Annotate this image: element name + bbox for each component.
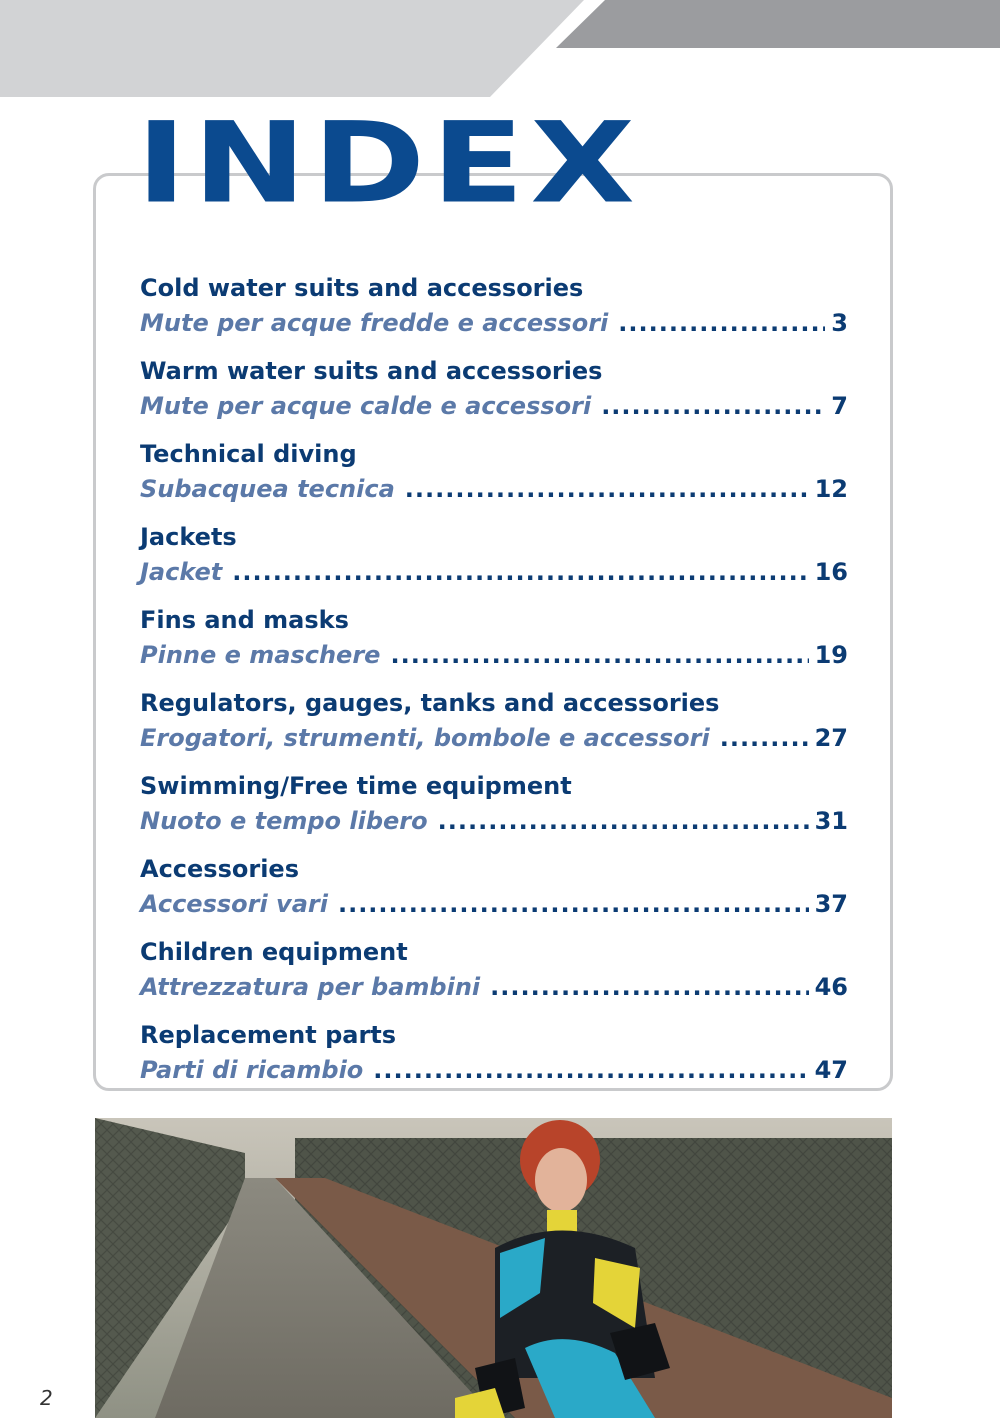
dot-leader xyxy=(618,306,825,340)
toc-entry-page: 47 xyxy=(814,1056,848,1084)
toc-entry-page: 46 xyxy=(814,973,848,1001)
page-number: 2 xyxy=(40,1386,53,1410)
dot-leader xyxy=(373,1053,808,1087)
toc-entry-title-it: Pinne e maschere xyxy=(140,641,381,669)
toc-entry-row xyxy=(140,555,848,589)
toc-entry-page: 27 xyxy=(814,724,848,752)
toc-entry[interactable] xyxy=(140,519,848,602)
toc-entry-row xyxy=(140,887,848,921)
header-band-dark xyxy=(556,0,1000,48)
toc-entry-page: 37 xyxy=(814,890,848,918)
toc-entry-row xyxy=(140,472,848,506)
toc-entry[interactable] xyxy=(140,602,848,685)
dot-leader xyxy=(490,970,808,1004)
toc-entry-row xyxy=(140,638,848,672)
dot-leader xyxy=(601,389,825,423)
toc-entry-page: 31 xyxy=(814,807,848,835)
dot-leader xyxy=(232,555,808,589)
toc-entry-title-en: Replacement parts xyxy=(140,1021,397,1049)
toc-entry-title-en: Swimming/Free time equipment xyxy=(140,772,572,800)
toc-entry-row xyxy=(140,389,848,423)
photo-illustration xyxy=(95,1118,892,1418)
toc-entry[interactable] xyxy=(140,851,848,934)
toc-entry[interactable] xyxy=(140,436,848,519)
toc-entry-title-it: Parti di ricambio xyxy=(140,1056,364,1084)
photo-diver-face xyxy=(535,1148,587,1212)
toc-entry-title-it: Jacket xyxy=(140,558,223,586)
dot-leader xyxy=(390,638,808,672)
toc-entry-title-it: Erogatori, strumenti, bombole e accessori xyxy=(140,724,710,752)
header-band xyxy=(0,0,1000,100)
toc-entry-title-en: Children equipment xyxy=(140,938,408,966)
toc-entry-title-en: Jackets xyxy=(140,523,237,551)
table-of-contents xyxy=(140,270,848,1100)
photo-diver-collar xyxy=(547,1210,577,1232)
toc-entry-title-en: Regulators, gauges, tanks and accessories xyxy=(140,689,720,717)
toc-entry-row xyxy=(140,306,848,340)
toc-entry-title-en: Cold water suits and accessories xyxy=(140,274,584,302)
toc-entry-page: 7 xyxy=(831,392,848,420)
page-title: INDEX xyxy=(136,98,642,229)
toc-entry-page: 16 xyxy=(814,558,848,586)
toc-entry-title-it: Accessori vari xyxy=(140,890,328,918)
toc-entry[interactable] xyxy=(140,934,848,1017)
toc-entry-title-en: Accessories xyxy=(140,855,299,883)
diver-on-bridge-photo xyxy=(95,1118,892,1418)
dot-leader xyxy=(438,804,809,838)
toc-entry[interactable] xyxy=(140,353,848,436)
toc-entry-title-it: Attrezzatura per bambini xyxy=(140,973,481,1001)
toc-entry-title-it: Mute per acque fredde e accessori xyxy=(140,309,609,337)
dot-leader xyxy=(338,887,809,921)
toc-entry-row xyxy=(140,721,848,755)
toc-entry-title-en: Fins and masks xyxy=(140,606,349,634)
toc-entry-title-en: Technical diving xyxy=(140,440,357,468)
dot-leader xyxy=(405,472,809,506)
toc-entry[interactable] xyxy=(140,768,848,851)
toc-entry-title-it: Nuoto e tempo libero xyxy=(140,807,428,835)
toc-entry-row xyxy=(140,970,848,1004)
toc-entry[interactable] xyxy=(140,1017,848,1100)
toc-entry-row xyxy=(140,1053,848,1087)
toc-entry[interactable] xyxy=(140,685,848,768)
toc-entry-page: 3 xyxy=(831,309,848,337)
header-band-light xyxy=(0,0,584,97)
toc-entry-title-en: Warm water suits and accessories xyxy=(140,357,603,385)
toc-entry-title-it: Mute per acque calde e accessori xyxy=(140,392,592,420)
toc-entry-row xyxy=(140,804,848,838)
toc-entry-page: 19 xyxy=(814,641,848,669)
toc-entry-page: 12 xyxy=(814,475,848,503)
toc-entry-title-it: Subacquea tecnica xyxy=(140,475,395,503)
toc-entry[interactable] xyxy=(140,270,848,353)
dot-leader xyxy=(720,721,809,755)
